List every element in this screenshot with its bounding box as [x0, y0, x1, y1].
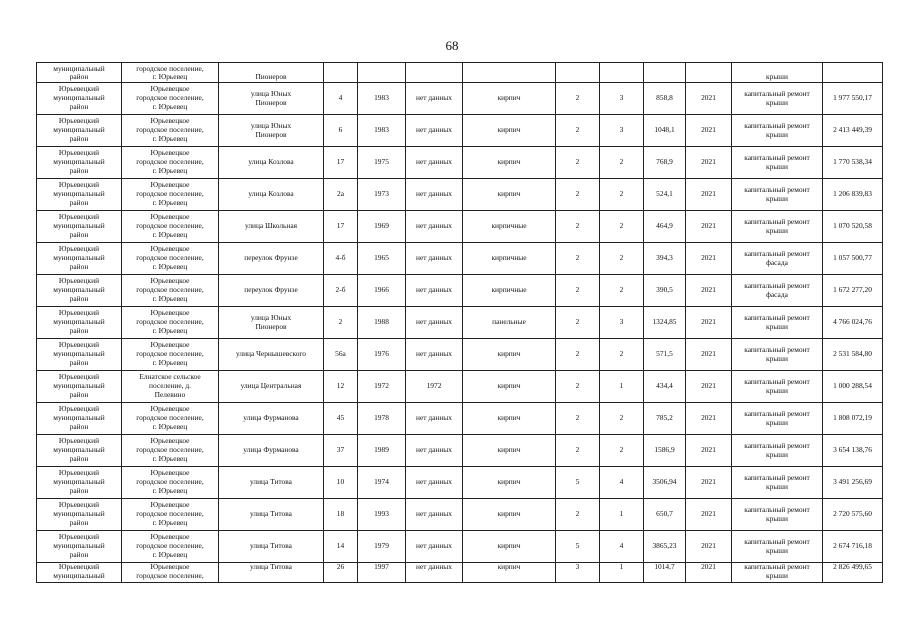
- cell-house-number: 2: [324, 307, 358, 339]
- cell-house-number: 4-б: [324, 243, 358, 275]
- cell-work-type: капитальный ремонт крыши: [732, 403, 823, 435]
- table-row: [37, 531, 883, 563]
- cell-year-commissioning: нет данных: [406, 531, 463, 563]
- cell-settlement: Юрьевецкое городское поселение, г. Юрьевец: [122, 531, 219, 563]
- cell-plan-year: 2021: [686, 499, 732, 531]
- cell-area: 3506,94: [644, 467, 686, 499]
- cell-entrances: 2: [600, 179, 644, 211]
- table-row: [37, 467, 883, 499]
- cell-street: улица Козлова: [219, 147, 324, 179]
- cell-area: 434,4: [644, 371, 686, 403]
- cell-district: Юрьевецкий муниципальный район: [37, 275, 122, 307]
- cell-cost: 1 057 500,77: [823, 243, 883, 275]
- cell-year-built: 1975: [358, 147, 406, 179]
- cell-plan-year: 2021: [686, 179, 732, 211]
- cell-work-type: капитальный ремонт крыши: [732, 115, 823, 147]
- cell-wall-material: кирпич: [463, 147, 556, 179]
- cell-area: 1324,85: [644, 307, 686, 339]
- cell-floors: 2: [556, 499, 600, 531]
- cell-entrances: 2: [600, 243, 644, 275]
- cell-plan-year: 2021: [686, 275, 732, 307]
- cell-year-built: 1988: [358, 307, 406, 339]
- cell-year-commissioning: нет данных: [406, 435, 463, 467]
- cell-year-commissioning: нет данных: [406, 243, 463, 275]
- table-row: [37, 243, 883, 275]
- cell-year-commissioning: 1972: [406, 371, 463, 403]
- cell-floors: 5: [556, 531, 600, 563]
- cell-house-number: 37: [324, 435, 358, 467]
- cell-year-built: 1983: [358, 83, 406, 115]
- cell-settlement: Юрьевецкое городское поселение, г. Юрьевец: [122, 211, 219, 243]
- cell-settlement: Юрьевецкое городское поселение, г. Юрьевец: [122, 467, 219, 499]
- table-row: [37, 563, 883, 583]
- cell-house-number: 2а: [324, 179, 358, 211]
- cell-area: 650,7: [644, 499, 686, 531]
- cell-street: улица Юных Пионеров: [219, 115, 324, 147]
- cell-floors: 2: [556, 403, 600, 435]
- cell-entrances: 2: [600, 435, 644, 467]
- cell-settlement: Юрьевецкое городское поселение,: [122, 563, 219, 583]
- cell-street: улица Центральная: [219, 371, 324, 403]
- cell-street: улица Юных Пионеров: [219, 307, 324, 339]
- cell-cost: 3 491 256,69: [823, 467, 883, 499]
- cell-house-number: 56а: [324, 339, 358, 371]
- cell-house-number: 14: [324, 531, 358, 563]
- cell-wall-material: кирпич: [463, 83, 556, 115]
- page-number: 68: [445, 38, 459, 53]
- cell-settlement: Юрьевецкое городское поселение, г. Юрьевец: [122, 179, 219, 211]
- table-row: [37, 275, 883, 307]
- cell-district: муниципальный район: [37, 63, 122, 83]
- cell-entrances: 4: [600, 531, 644, 563]
- cell-cost: 1 070 520,58: [823, 211, 883, 243]
- cell-entrances: 2: [600, 211, 644, 243]
- cell-area: 3865,23: [644, 531, 686, 563]
- cell-settlement: городское поселение, г. Юрьевец: [122, 63, 219, 83]
- cell-work-type: капитальный ремонт фасада: [732, 243, 823, 275]
- cell-year-built: 1969: [358, 211, 406, 243]
- cell-settlement: Юрьевецкое городское поселение, г. Юрьевец: [122, 243, 219, 275]
- cell-work-type: капитальный ремонт крыши: [732, 339, 823, 371]
- cell-settlement: Юрьевецкое городское поселение, г. Юрьевец: [122, 339, 219, 371]
- cell-wall-material: кирпич: [463, 499, 556, 531]
- cell-settlement: Юрьевецкое городское поселение, г. Юрьевец: [122, 499, 219, 531]
- cell-street: улица Титова: [219, 531, 324, 563]
- cell-district: Юрьевецкий муниципальный: [37, 563, 122, 583]
- cell-floors: 2: [556, 275, 600, 307]
- cell-settlement: Юрьевецкое городское поселение, г. Юрьевец: [122, 83, 219, 115]
- cell-year-commissioning: нет данных: [406, 115, 463, 147]
- table-row: [37, 435, 883, 467]
- cell-year-built: 1997: [358, 563, 406, 583]
- cell-year-commissioning: нет данных: [406, 563, 463, 583]
- table-row: [37, 115, 883, 147]
- cell-year-commissioning: нет данных: [406, 499, 463, 531]
- cell-district: Юрьевецкий муниципальный район: [37, 403, 122, 435]
- cell-house-number: 6: [324, 115, 358, 147]
- cell-work-type: капитальный ремонт крыши: [732, 83, 823, 115]
- table-row: [37, 371, 883, 403]
- cell-area: 1586,9: [644, 435, 686, 467]
- cell-cost: 1 672 277,20: [823, 275, 883, 307]
- cell-floors: 3: [556, 563, 600, 583]
- cell-floors: 2: [556, 435, 600, 467]
- cell-wall-material: кирпичные: [463, 243, 556, 275]
- cell-year-built: 1974: [358, 467, 406, 499]
- cell-year-built: 1978: [358, 403, 406, 435]
- cell-area: 858,8: [644, 83, 686, 115]
- cell-year-built: 1989: [358, 435, 406, 467]
- cell-year-commissioning: нет данных: [406, 83, 463, 115]
- cell-district: Юрьевецкий муниципальный район: [37, 83, 122, 115]
- cell-work-type: капитальный ремонт крыши: [732, 211, 823, 243]
- cell-year-commissioning: нет данных: [406, 307, 463, 339]
- cell-floors: 2: [556, 211, 600, 243]
- cell-cost: 1 977 550,17: [823, 83, 883, 115]
- cell-year-built: 1972: [358, 371, 406, 403]
- cell-work-type: капитальный ремонт крыши: [732, 563, 823, 583]
- cell-street: переулок Фрунзе: [219, 243, 324, 275]
- cell-year-built: [358, 63, 406, 83]
- cell-street: улица Школьная: [219, 211, 324, 243]
- table-row: [37, 307, 883, 339]
- cell-plan-year: 2021: [686, 243, 732, 275]
- cell-plan-year: 2021: [686, 435, 732, 467]
- cell-house-number: 18: [324, 499, 358, 531]
- cell-entrances: [600, 63, 644, 83]
- cell-area: [644, 63, 686, 83]
- cell-house-number: 17: [324, 211, 358, 243]
- cell-plan-year: 2021: [686, 531, 732, 563]
- cell-wall-material: кирпичные: [463, 275, 556, 307]
- cell-entrances: 2: [600, 403, 644, 435]
- table-row: [37, 147, 883, 179]
- cell-work-type: капитальный ремонт крыши: [732, 307, 823, 339]
- cell-district: Юрьевецкий муниципальный район: [37, 435, 122, 467]
- table-row: [37, 211, 883, 243]
- cell-plan-year: [686, 63, 732, 83]
- table-row: [37, 339, 883, 371]
- cell-district: Юрьевецкий муниципальный район: [37, 499, 122, 531]
- cell-plan-year: 2021: [686, 563, 732, 583]
- cell-work-type: капитальный ремонт крыши: [732, 499, 823, 531]
- cell-settlement: Юрьевецкое городское поселение, г. Юрьевец: [122, 403, 219, 435]
- cell-street: улица Юных Пионеров: [219, 83, 324, 115]
- cell-entrances: 1: [600, 371, 644, 403]
- cell-area: 1048,1: [644, 115, 686, 147]
- cell-street: Пионеров: [219, 63, 324, 83]
- cell-work-type: капитальный ремонт крыши: [732, 147, 823, 179]
- cell-district: Юрьевецкий муниципальный район: [37, 179, 122, 211]
- cell-floors: 2: [556, 371, 600, 403]
- cell-work-type: капитальный ремонт фасада: [732, 275, 823, 307]
- cell-house-number: [324, 63, 358, 83]
- cell-plan-year: 2021: [686, 403, 732, 435]
- cell-plan-year: 2021: [686, 83, 732, 115]
- cell-area: 785,2: [644, 403, 686, 435]
- cell-year-built: 1966: [358, 275, 406, 307]
- cell-entrances: 2: [600, 147, 644, 179]
- cell-house-number: 4: [324, 83, 358, 115]
- cell-entrances: 1: [600, 563, 644, 583]
- cell-wall-material: кирпич: [463, 435, 556, 467]
- cell-wall-material: [463, 63, 556, 83]
- cell-district: Юрьевецкий муниципальный район: [37, 531, 122, 563]
- cell-floors: 2: [556, 243, 600, 275]
- cell-cost: 4 766 024,76: [823, 307, 883, 339]
- cell-wall-material: кирпич: [463, 115, 556, 147]
- cell-district: Юрьевецкий муниципальный район: [37, 115, 122, 147]
- cell-floors: 2: [556, 83, 600, 115]
- cell-plan-year: 2021: [686, 467, 732, 499]
- cell-settlement: Юрьевецкое городское поселение, г. Юрьевец: [122, 435, 219, 467]
- cell-cost: 2 826 499,65: [823, 563, 883, 583]
- cell-area: 571,5: [644, 339, 686, 371]
- cell-house-number: 17: [324, 147, 358, 179]
- cell-district: Юрьевецкий муниципальный район: [37, 307, 122, 339]
- cell-street: улица Фурманова: [219, 403, 324, 435]
- cell-plan-year: 2021: [686, 307, 732, 339]
- cell-house-number: 26: [324, 563, 358, 583]
- cell-street: улица Титова: [219, 499, 324, 531]
- cell-street: улица Козлова: [219, 179, 324, 211]
- cell-floors: 2: [556, 307, 600, 339]
- cell-entrances: 4: [600, 467, 644, 499]
- cell-work-type: капитальный ремонт крыши: [732, 467, 823, 499]
- cell-cost: 2 674 716,18: [823, 531, 883, 563]
- cell-house-number: 2-б: [324, 275, 358, 307]
- cell-house-number: 12: [324, 371, 358, 403]
- cell-cost: 3 654 138,76: [823, 435, 883, 467]
- cell-area: 524,1: [644, 179, 686, 211]
- cell-floors: 2: [556, 339, 600, 371]
- cell-district: Юрьевецкий муниципальный район: [37, 211, 122, 243]
- cell-entrances: 2: [600, 339, 644, 371]
- cell-entrances: 3: [600, 307, 644, 339]
- cell-settlement: Юрьевецкое городское поселение, г. Юрьевец: [122, 307, 219, 339]
- cell-wall-material: кирпич: [463, 371, 556, 403]
- cell-year-commissioning: нет данных: [406, 339, 463, 371]
- cell-plan-year: 2021: [686, 115, 732, 147]
- cell-floors: 2: [556, 179, 600, 211]
- cell-plan-year: 2021: [686, 147, 732, 179]
- cell-wall-material: кирпич: [463, 467, 556, 499]
- cell-settlement: Юрьевецкое городское поселение, г. Юрьевец: [122, 115, 219, 147]
- cell-area: 768,9: [644, 147, 686, 179]
- cell-work-type: капитальный ремонт крыши: [732, 371, 823, 403]
- cell-wall-material: кирпич: [463, 403, 556, 435]
- table-body: [37, 63, 883, 583]
- cell-cost: [823, 63, 883, 83]
- cell-district: Юрьевецкий муниципальный район: [37, 339, 122, 371]
- cell-floors: 2: [556, 115, 600, 147]
- table-row: [37, 179, 883, 211]
- cell-cost: 2 413 449,39: [823, 115, 883, 147]
- cell-district: Юрьевецкий муниципальный район: [37, 243, 122, 275]
- cell-year-built: 1976: [358, 339, 406, 371]
- cell-year-commissioning: нет данных: [406, 403, 463, 435]
- cell-wall-material: кирпич: [463, 531, 556, 563]
- cell-wall-material: кирпич: [463, 563, 556, 583]
- cell-year-built: 1965: [358, 243, 406, 275]
- cell-cost: 1 000 288,54: [823, 371, 883, 403]
- cell-settlement: Юрьевецкое городское поселение, г. Юрьевец: [122, 275, 219, 307]
- cell-district: Юрьевецкий муниципальный район: [37, 147, 122, 179]
- cell-year-commissioning: нет данных: [406, 211, 463, 243]
- cell-wall-material: кирпичные: [463, 211, 556, 243]
- cell-cost: 2 720 575,60: [823, 499, 883, 531]
- housing-repair-table: [36, 62, 883, 583]
- cell-wall-material: кирпич: [463, 179, 556, 211]
- cell-plan-year: 2021: [686, 211, 732, 243]
- cell-entrances: 3: [600, 83, 644, 115]
- cell-area: 1014,7: [644, 563, 686, 583]
- cell-street: улица Титова: [219, 467, 324, 499]
- table-row: [37, 63, 883, 83]
- cell-settlement: Юрьевецкое городское поселение, г. Юрьевец: [122, 147, 219, 179]
- cell-year-commissioning: [406, 63, 463, 83]
- cell-entrances: 2: [600, 275, 644, 307]
- cell-work-type: капитальный ремонт крыши: [732, 531, 823, 563]
- cell-settlement: Елнатское сельское поселение, д. Пелевино: [122, 371, 219, 403]
- cell-year-built: 1983: [358, 115, 406, 147]
- cell-floors: 5: [556, 467, 600, 499]
- cell-work-type: капитальный ремонт крыши: [732, 179, 823, 211]
- cell-year-commissioning: нет данных: [406, 179, 463, 211]
- cell-area: 394,3: [644, 243, 686, 275]
- cell-entrances: 1: [600, 499, 644, 531]
- cell-work-type: капитальный ремонт крыши: [732, 435, 823, 467]
- cell-house-number: 10: [324, 467, 358, 499]
- cell-year-built: 1979: [358, 531, 406, 563]
- cell-district: Юрьевецкий муниципальный район: [37, 467, 122, 499]
- cell-wall-material: кирпич: [463, 339, 556, 371]
- cell-floors: 2: [556, 147, 600, 179]
- cell-cost: 1 206 839,83: [823, 179, 883, 211]
- cell-area: 390,5: [644, 275, 686, 307]
- cell-plan-year: 2021: [686, 371, 732, 403]
- cell-cost: 1 770 538,34: [823, 147, 883, 179]
- cell-year-built: 1973: [358, 179, 406, 211]
- table-row: [37, 83, 883, 115]
- cell-floors: [556, 63, 600, 83]
- cell-year-commissioning: нет данных: [406, 147, 463, 179]
- cell-year-built: 1993: [358, 499, 406, 531]
- table-row: [37, 499, 883, 531]
- cell-plan-year: 2021: [686, 339, 732, 371]
- cell-street: переулок Фрунзе: [219, 275, 324, 307]
- cell-street: улица Титова: [219, 563, 324, 583]
- cell-year-commissioning: нет данных: [406, 467, 463, 499]
- cell-cost: 1 808 072,19: [823, 403, 883, 435]
- cell-cost: 2 531 584,80: [823, 339, 883, 371]
- cell-street: улица Чернышевского: [219, 339, 324, 371]
- cell-wall-material: панельные: [463, 307, 556, 339]
- cell-year-commissioning: нет данных: [406, 275, 463, 307]
- table-row: [37, 403, 883, 435]
- cell-work-type: крыши: [732, 63, 823, 83]
- cell-district: Юрьевецкий муниципальный район: [37, 371, 122, 403]
- cell-area: 464,9: [644, 211, 686, 243]
- cell-entrances: 3: [600, 115, 644, 147]
- cell-house-number: 45: [324, 403, 358, 435]
- cell-street: улица Фурманова: [219, 435, 324, 467]
